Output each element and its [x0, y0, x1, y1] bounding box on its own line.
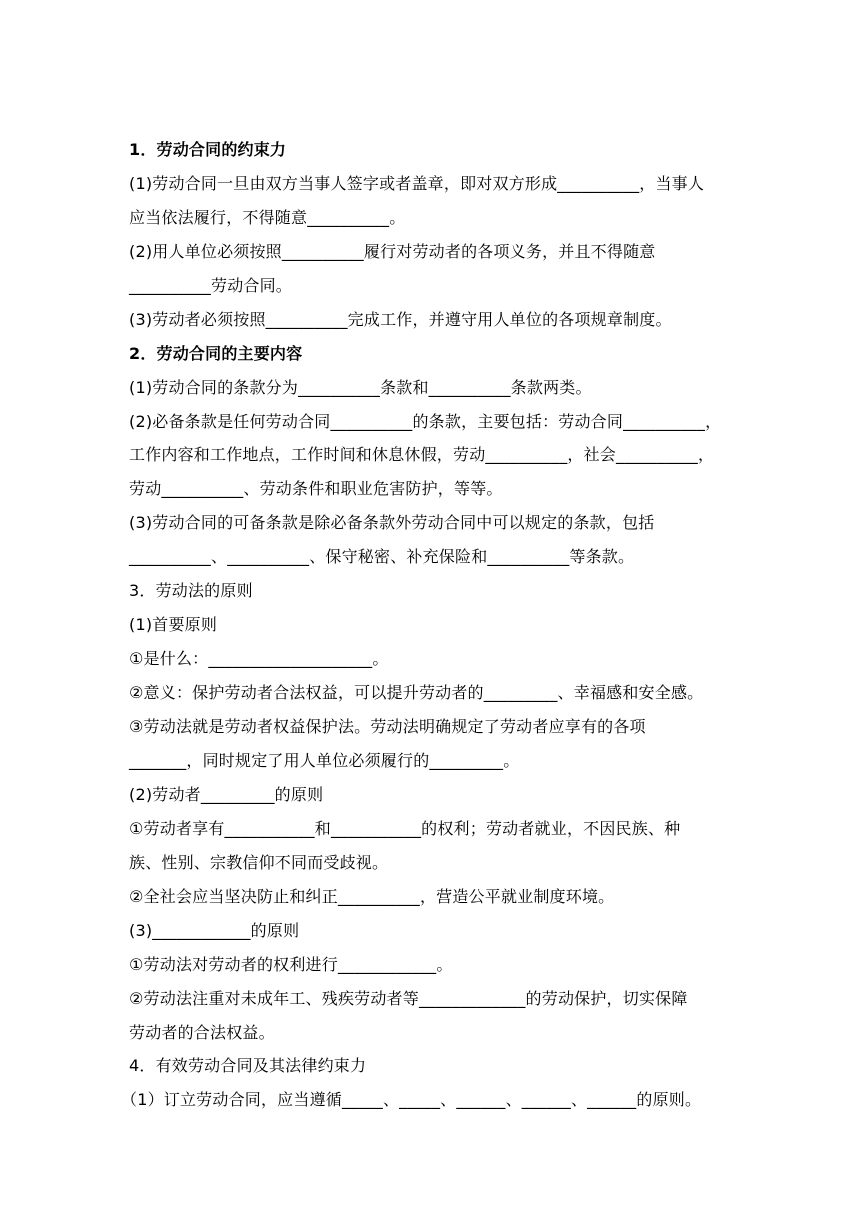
- text-line: 工作内容和工作地点，工作时间和休息休假，劳动__________，社会__________，: [129, 445, 715, 464]
- text-line: (1)劳动合同的条款分为__________条款和__________条款两类。: [129, 378, 592, 397]
- text-line: (1)首要原则: [129, 615, 218, 634]
- text-line: __________劳动合同。: [129, 276, 293, 295]
- text-line: (3)劳动者必须按照__________完成工作，并遵守用人单位的各项规章制度。: [129, 310, 672, 329]
- text-line: ②全社会应当坚决防止和纠正__________，营造公平就业制度环境。: [129, 887, 615, 906]
- text-line: ①是什么：____________________。: [129, 649, 389, 668]
- text-line: (3)劳动合同的可备条款是除必备条款外劳动合同中可以规定的条款，包括: [129, 513, 655, 532]
- text-line: 应当依法履行，不得随意__________。: [129, 208, 406, 227]
- text-line: (1)劳动合同一旦由双方当事人签字或者盖章，即对双方形成__________，当事人: [129, 174, 705, 193]
- text-line: （1）订立劳动合同，应当遵循_____、_____、______、______、______的原则。: [121, 1090, 702, 1109]
- text-line: 劳动__________、劳动条件和职业危害防护，等等。: [129, 479, 503, 498]
- text-line: ②意义：保护劳动者合法权益，可以提升劳动者的_________、幸福感和安全感。: [129, 683, 704, 702]
- text-line: ①劳动法对劳动者的权利进行____________。: [129, 955, 453, 974]
- section-heading-4: 4．有效劳动合同及其法律约束力: [129, 1056, 367, 1075]
- section-heading-1: 1．劳动合同的约束力: [129, 140, 287, 159]
- text-line: (3)____________的原则: [129, 921, 300, 940]
- text-line: 族、性别、宗教信仰不同而受歧视。: [129, 853, 389, 872]
- text-line: ②劳动法注重对未成年工、残疾劳动者等_____________的劳动保护，切实保障: [129, 989, 688, 1008]
- text-line: 劳动者的合法权益。: [129, 1023, 275, 1042]
- text-line: (2)必备条款是任何劳动合同__________的条款，主要包括：劳动合同__________，: [129, 412, 722, 431]
- text-line: (2)劳动者_________的原则: [129, 785, 324, 804]
- text-line: (2)用人单位必须按照__________履行对劳动者的各项义务，并且不得随意: [129, 242, 656, 261]
- text-line: _______，同时规定了用人单位必须履行的_________。: [129, 751, 520, 770]
- section-heading-3: 3．劳动法的原则: [129, 581, 253, 600]
- text-line: __________、__________、保守秘密、补充保险和__________等条款。: [129, 547, 635, 566]
- text-line: ③劳动法就是劳动者权益保护法。劳动法明确规定了劳动者应享有的各项: [129, 717, 646, 736]
- section-heading-2: 2．劳动合同的主要内容: [129, 344, 303, 363]
- text-line: ①劳动者享有___________和___________的权利；劳动者就业，不因民族、种: [129, 819, 681, 838]
